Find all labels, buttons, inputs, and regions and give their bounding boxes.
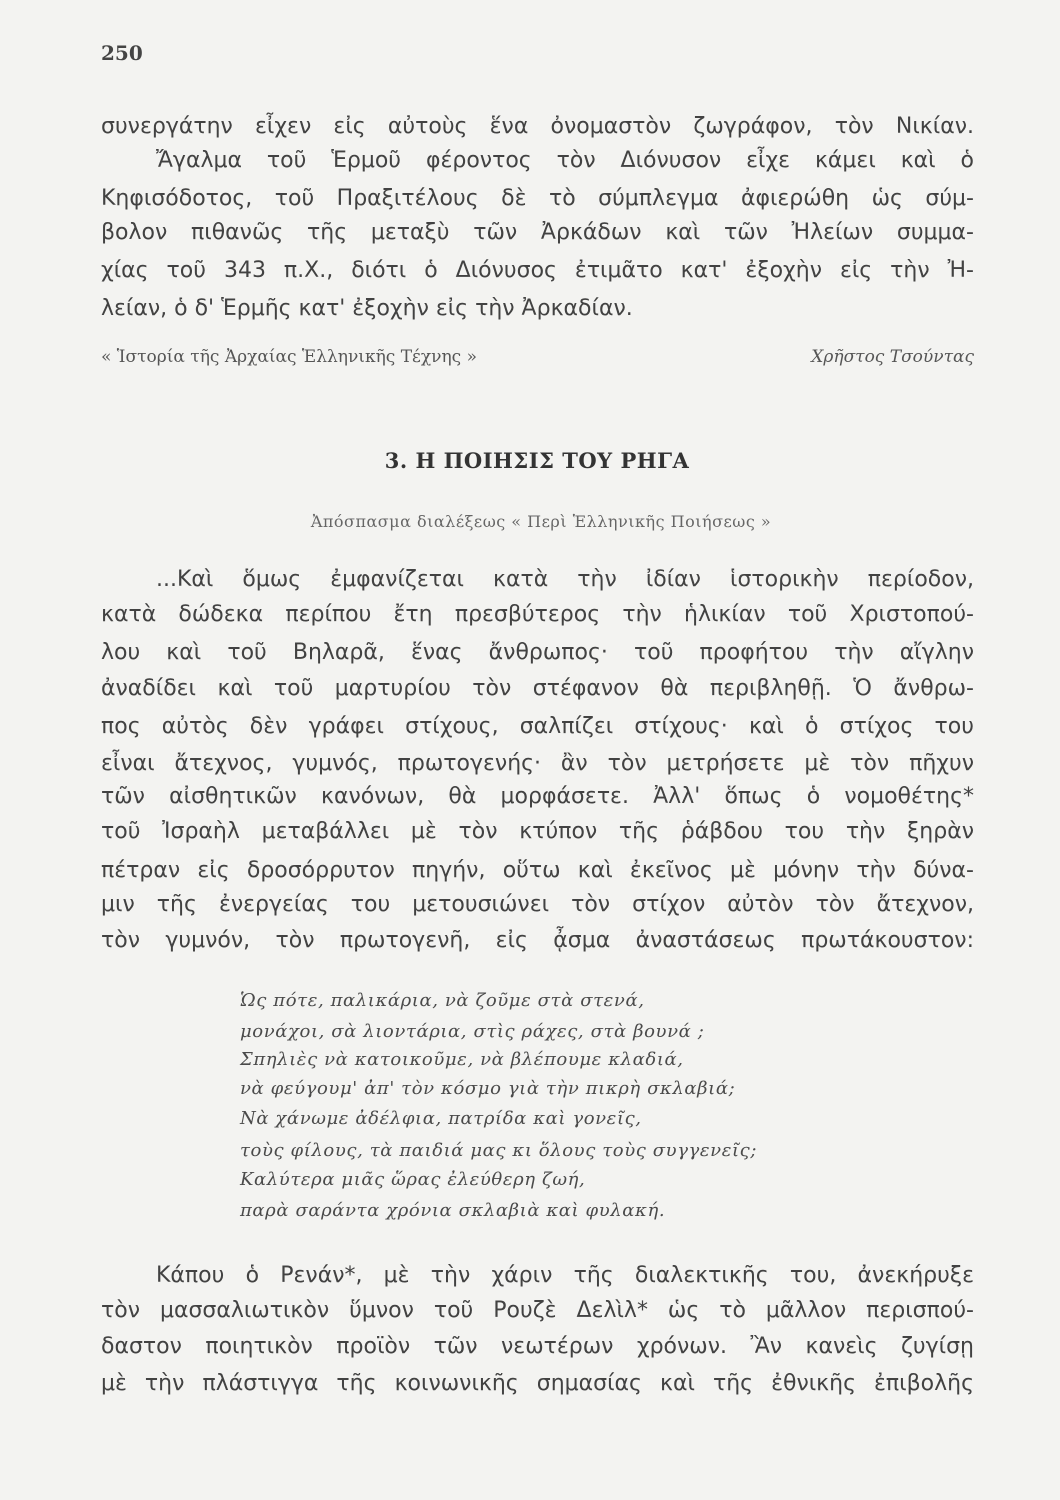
- text-line: Κηφισόδοτος, τοῦ Πραξιτέλους δὲ τὸ σύμπλεγμα ἀφιερώθη ὡς σύμ-: [101, 186, 974, 211]
- poem-line: Νὰ χάνωμε ἀδέλφια, πατρίδα καὶ γονεῖς,: [240, 1108, 642, 1129]
- text-line: εἶναι ἄτεχνος, γυμνός, πρωτογενής· ἂν τὸν μετρήσετε μὲ τὸν πῆχυν: [101, 751, 974, 776]
- citation-author: Χρῆστος Τσούντας: [811, 347, 974, 367]
- text-line: μιν τῆς ἐνεργείας του μετουσιώνει τὸν στίχον αὐτὸν τὸν ἄτεχνον,: [101, 892, 974, 917]
- text-line: βολον πιθανῶς τῆς μεταξὺ τῶν Ἀρκάδων καὶ τῶν Ἠλείων συμμα-: [101, 220, 974, 245]
- poem-line: παρὰ σαράντα χρόνια σκλαβιὰ καὶ φυλακή.: [240, 1200, 666, 1221]
- text-line: τῶν αἰσθητικῶν κανόνων, θὰ μορφάσετε. Ἀλλ' ὅπως ὁ νομοθέτης*: [101, 784, 974, 809]
- section-heading: 3. Η ΠΟΙΗΣΙΣ ΤΟΥ ΡΗΓΑ: [384, 448, 690, 473]
- text-line: πέτραν εἰς δροσόρρυτον πηγήν, οὕτω καὶ ἐκεῖνος μὲ μόνην τὴν δύνα-: [101, 858, 974, 883]
- poem-line: μονάχοι, σὰ λιοντάρια, στὶς ράχες, στὰ βουνά ;: [240, 1021, 705, 1042]
- text-line: λείαν, ὁ δ' Ἑρμῆς κατ' ἐξοχὴν εἰς τὴν Ἀρκαδίαν.: [101, 296, 633, 321]
- text-line: δαστον ποιητικὸν προϊὸν τῶν νεωτέρων χρόνων. Ἂν κανεὶς ζυγίσῃ: [101, 1334, 974, 1359]
- poem-line: Καλύτερα μιᾶς ὥρας ἐλεύθερη ζωή,: [240, 1169, 586, 1190]
- text-line: τὸν γυμνόν, τὸν πρωτογενῆ, εἰς ᾆσμα ἀναστάσεως πρωτάκουστον:: [101, 928, 974, 953]
- text-line: χίας τοῦ 343 π.Χ., διότι ὁ Διόνυσος ἐτιμᾶτο κατ' ἐξοχὴν εἰς τὴν Ἠ-: [101, 258, 974, 283]
- text-line: τοῦ Ἰσραὴλ μεταβάλλει μὲ τὸν κτύπον τῆς ῥάβδου του τὴν ξηρὰν: [101, 819, 974, 844]
- text-line: Ἄγαλμα τοῦ Ἑρμοῦ φέροντος τὸν Διόνυσον εἶχε κάμει καὶ ὁ: [156, 148, 974, 173]
- poem-line: τοὺς φίλους, τὰ παιδιά μας κι ὅλους τοὺς συγγενεῖς;: [240, 1140, 757, 1161]
- text-line: ἀναδίδει καὶ τοῦ μαρτυρίου τὸν στέφανον θὰ περιβληθῇ. Ὁ ἄνθρω-: [101, 676, 974, 701]
- poem-line: Σπηλιὲς νὰ κατοικοῦμε, νὰ βλέπουμε κλαδιά,: [240, 1049, 684, 1070]
- citation-source: « Ἱστορία τῆς Ἀρχαίας Ἑλληνικῆς Τέχνης »: [101, 347, 478, 367]
- text-line: μὲ τὴν πλάστιγγα τῆς κοινωνικῆς σημασίας καὶ τῆς ἐθνικῆς ἐπιβολῆς: [101, 1371, 974, 1396]
- poem-line: Ὡς πότε, παλικάρια, νὰ ζοῦμε στὰ στενά,: [240, 990, 645, 1011]
- text-line: Κάπου ὁ Ρενάν*, μὲ τὴν χάριν τῆς διαλεκτικῆς του, ἀνεκήρυξε: [156, 1263, 974, 1288]
- text-line: συνεργάτην εἶχεν εἰς αὐτοὺς ἕνα ὀνομαστὸν ζωγράφον, τὸν Νικίαν.: [101, 114, 974, 139]
- text-line: ...Καὶ ὅμως ἐμφανίζεται κατὰ τὴν ἰδίαν ἱστορικὴν περίοδον,: [156, 567, 974, 592]
- page-number: 250: [101, 41, 143, 65]
- text-line: τὸν μασσαλιωτικὸν ὕμνον τοῦ Ρουζὲ Δελὶλ* ὡς τὸ μᾶλλον περισπού-: [101, 1298, 974, 1323]
- poem-line: νὰ φεύγουμ' ἀπ' τὸν κόσμο γιὰ τὴν πικρὴ σκλαβιά;: [240, 1078, 736, 1099]
- text-line: πος αὐτὸς δὲν γράφει στίχους, σαλπίζει στίχους· καὶ ὁ στίχος του: [101, 714, 974, 739]
- text-line: κατὰ δώδεκα περίπου ἔτη πρεσβύτερος τὴν ἡλικίαν τοῦ Χριστοπού-: [101, 602, 974, 627]
- section-subtitle: Ἀπόσπασμα διαλέξεως « Περὶ Ἑλληνικῆς Ποιήσεως »: [310, 512, 772, 531]
- text-line: λου καὶ τοῦ Βηλαρᾶ, ἕνας ἄνθρωπος· τοῦ προφήτου τὴν αἴγλην: [101, 640, 974, 665]
- citation: [101, 347, 974, 373]
